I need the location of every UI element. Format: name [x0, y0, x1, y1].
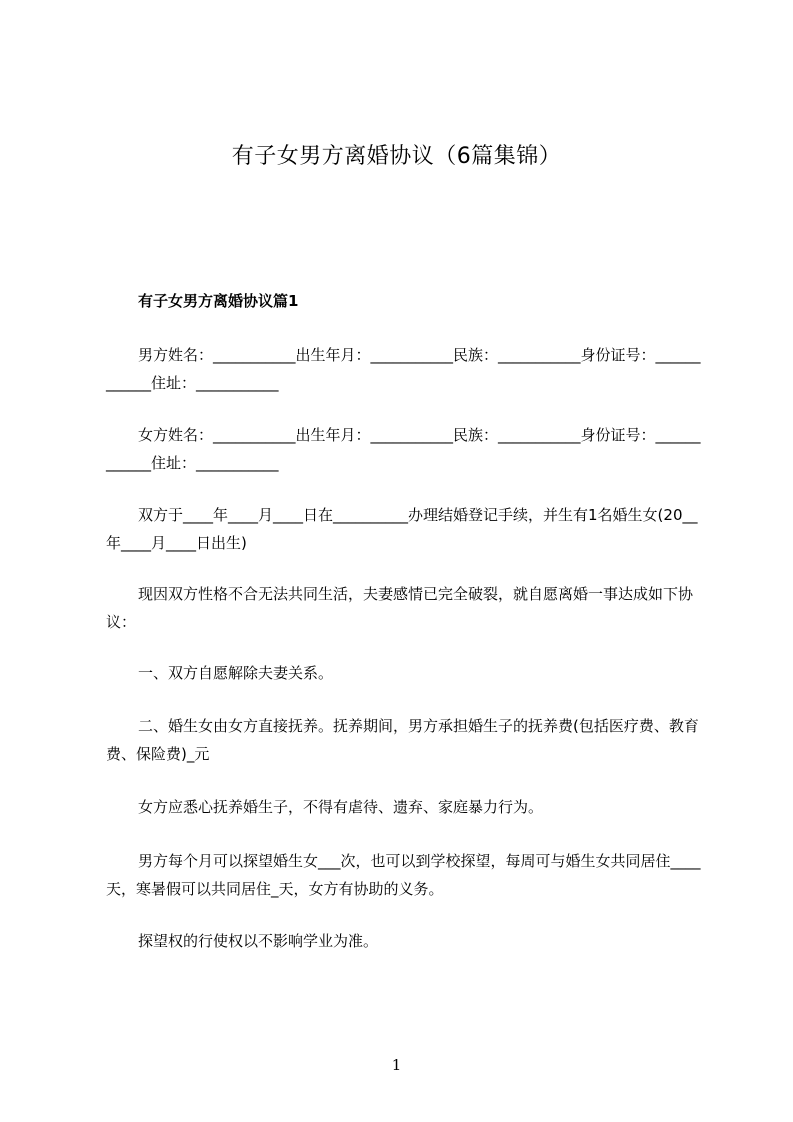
clause-two-paragraph: 二、婚生女由女方直接抚养。抚养期间，男方承担婚生子的抚养费(包括医疗费、教育费、保险费)_元 [106, 717, 699, 763]
section-heading: 有子女男方离婚协议篇1 [138, 292, 299, 310]
female-info-paragraph: 女方姓名：___________出生年月：___________民族：___________身份证号：____________住址：___________ [106, 426, 701, 472]
document-title: 有子女男方离婚协议（6篇集锦） [231, 144, 562, 169]
visitation-paragraph: 男方每个月可以探望婚生女___次，也可以到学校探望，每周可与婚生女共同居住____天，寒暑假可以共同居住_天，女方有协助的义务。 [106, 852, 701, 898]
custody-duty-paragraph: 女方应悉心抚养婚生子，不得有虐待、遗弃、家庭暴力行为。 [138, 798, 544, 816]
page-number: 1 [391, 1056, 402, 1074]
clause-one-paragraph: 一、双方自愿解除夫妻关系。 [138, 664, 334, 682]
visitation-rule-paragraph: 探望权的行使权以不影响学业为准。 [138, 932, 379, 950]
male-info-paragraph: 男方姓名：___________出生年月：___________民族：___________身份证号：____________住址：___________ [106, 346, 701, 392]
agreement-intro-paragraph: 现因双方性格不合无法共同生活，夫妻感情已完全破裂，就自愿离婚一事达成如下协议： [106, 585, 694, 631]
marriage-registration-paragraph: 双方于____年____月____日在__________办理结婚登记手续，并生有1名婚生女(20__年____月____日出生) [106, 506, 698, 552]
